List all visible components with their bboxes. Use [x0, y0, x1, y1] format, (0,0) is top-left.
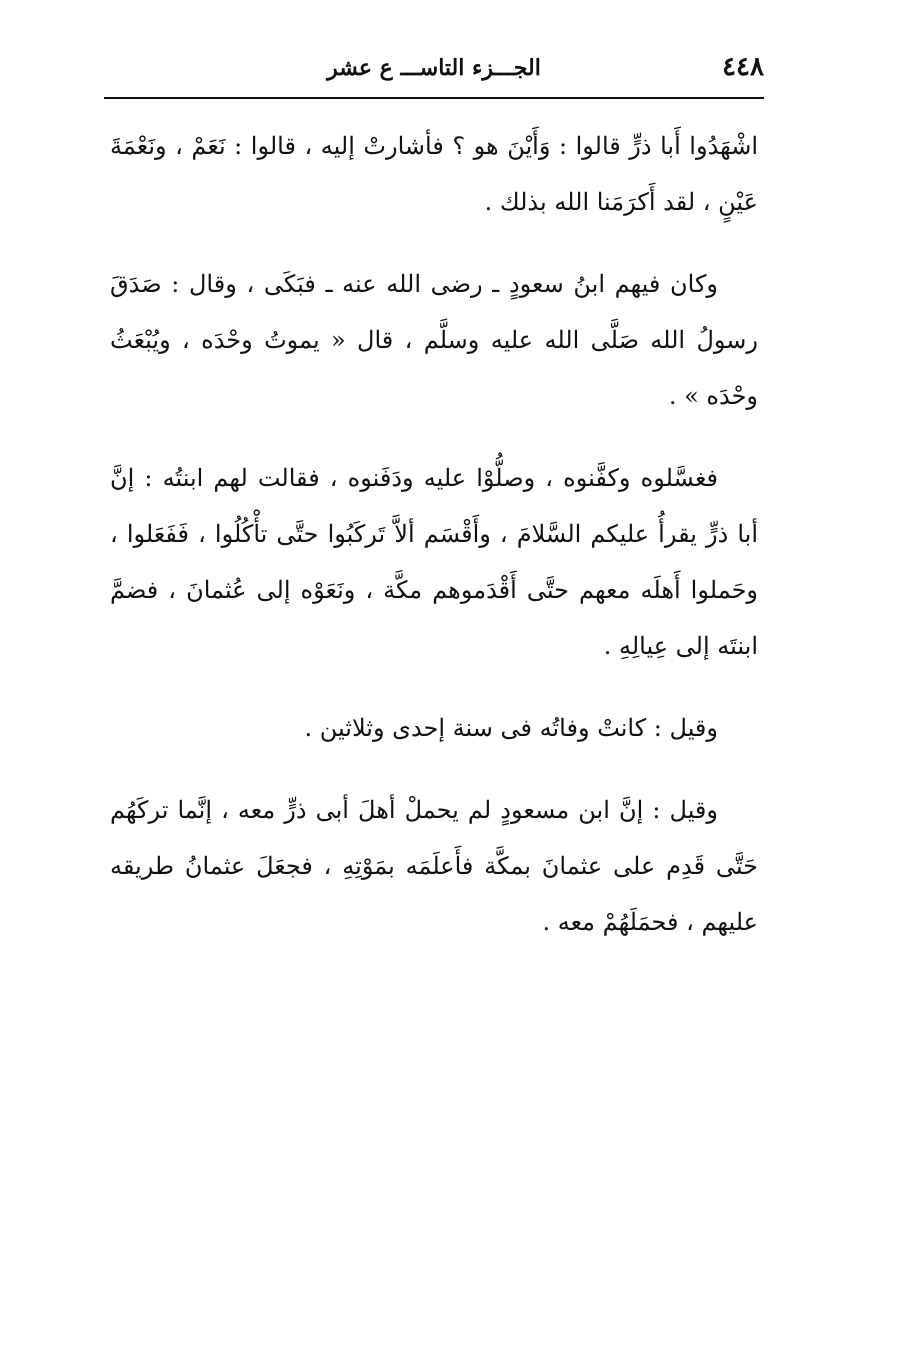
page-number: ٤٤٨ — [722, 52, 764, 82]
running-title: الجـــزء التاســـ ع عشر — [327, 55, 541, 81]
paragraph: فغسَّلوه وكفَّنوه ، وصلُّوْا عليه ودَفَنوه ، فقالت لهم ابنتُه : إنَّ أبا ذرٍّ يقرأُ عليكم السَّلامَ ، وأَقْسَم ألاَّ تَركَبُوا حتَّى تأْكُلُوا ، فَفَعَلوا ، وحَملوا أَهلَه معهم حتَّى أَقْدَموهم مكَّة ، ونَعَوْه إلى عُثمانَ ، فضمَّ ابنتَه إلى عِيالِهِ . — [110, 464, 758, 660]
paragraph: وقيل : كانتْ وفاتُه فى سنة إحدى وثلاثين . — [304, 714, 718, 742]
header-divider — [104, 97, 764, 99]
paragraph: اشْهَدُوا أَبا ذرٍّ قالوا : وَأَيْنَ هو ؟ فأشارتْ إليه ، قالوا : نَعَمْ ، ونَعْمَةَ عَيْنٍ ، لقد أَكرَمَنا الله بذلك . — [110, 132, 758, 216]
paragraph: وقيل : إنَّ ابن مسعودٍ لم يحملْ أهلَ أبى ذرٍّ معه ، إنَّما تركَهُم حَتَّى قَدِم على عثمانَ بمكَّة فأَعلَمَه بمَوْتِهِ ، فجعَلَ عثمانُ طريقه عليهم ، فحمَلَهُمْ معه . — [110, 796, 758, 936]
page-header — [104, 50, 764, 94]
paragraph: وكان فيهم ابنُ سعودٍ ـ رضى الله عنه ـ فبَكَى ، وقال : صَدَقَ رسولُ الله صَلَّى الله عليه وسلَّم ، قال « يموتُ وحْدَه ، ويُبْعَثُ وحْدَه » . — [110, 270, 758, 410]
body-text — [110, 118, 758, 976]
